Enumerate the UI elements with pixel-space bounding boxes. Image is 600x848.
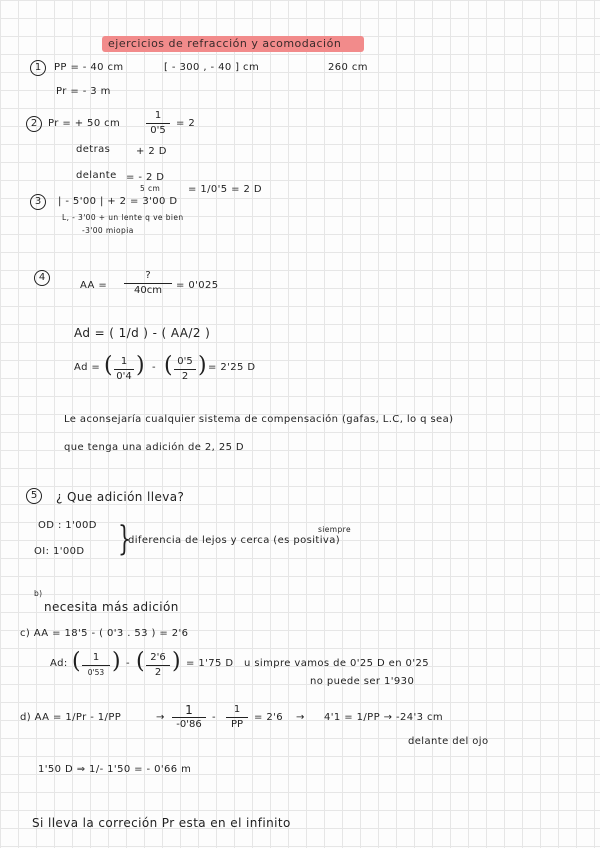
ex1-pp: PP = - 40 cm bbox=[54, 62, 124, 73]
ex5-d-f2-num: 1 bbox=[233, 704, 241, 715]
paren-open: ( bbox=[72, 649, 81, 674]
exercise-3-number: 3 bbox=[30, 194, 46, 210]
page-title: ejercicios de refracción y acomodación bbox=[108, 37, 342, 50]
ex5-e-line: 1'50 D ⇒ 1/- 1'50 = - 0'66 m bbox=[38, 764, 192, 775]
ex5-c-result: = 1'75 D bbox=[186, 658, 234, 669]
ex5-d-note: delante del ojo bbox=[408, 736, 489, 747]
ex1-amplitude: 260 cm bbox=[328, 62, 368, 73]
ex2-frac-num: 1 bbox=[154, 110, 162, 121]
ex2-pr: Pr = + 50 cm bbox=[48, 118, 121, 129]
ex5-c-note2: no puede ser 1'930 bbox=[310, 676, 415, 687]
ex5-d-frac1 bbox=[172, 704, 206, 731]
ex5-difference: diferencia de lejos y cerca (es positiva) bbox=[128, 535, 341, 546]
ex5-c-frac1 bbox=[82, 652, 110, 679]
ex5-od: OD : 1'00D bbox=[38, 520, 97, 531]
ex5-siempre: siempre bbox=[318, 525, 352, 534]
ex2-delante: delante bbox=[76, 170, 117, 181]
paren-close: ) bbox=[198, 353, 207, 378]
ex1-range: [ - 300 , - 40 ] cm bbox=[164, 62, 260, 73]
arrow-right-icon: → bbox=[156, 712, 165, 723]
ex5-d-frac2 bbox=[226, 704, 248, 731]
page-title-highlight bbox=[102, 36, 364, 52]
ex5-oi: OI: 1'00D bbox=[34, 546, 85, 557]
ex5-c-f1-num: 1 bbox=[92, 652, 100, 663]
ex4-ad-result: = 2'25 D bbox=[208, 362, 256, 373]
ex5-d-minus: - bbox=[212, 712, 217, 723]
ex4-advice-line2: que tenga una adición de 2, 25 D bbox=[64, 442, 245, 453]
arrow-right-icon: → bbox=[296, 712, 305, 723]
ex4-f2-den: 2 bbox=[181, 371, 189, 382]
ex4-aa-num: ? bbox=[145, 270, 151, 281]
ex5-c-f2-den: 2 bbox=[154, 667, 162, 678]
paren-close: ) bbox=[112, 649, 121, 674]
ex4-f1-den: 0'4 bbox=[116, 371, 132, 382]
ex4-aa-label: AA = bbox=[80, 280, 108, 291]
ex1-pr: Pr = - 3 m bbox=[56, 86, 111, 97]
ex5-d-f1-den: -0'86 bbox=[176, 719, 202, 730]
ex3-line2: L, - 3'00 + un lente q ve bien bbox=[62, 213, 184, 222]
ex5-c-note1: u simpre vamos de 0'25 D en 0'25 bbox=[244, 658, 429, 669]
ex5-c-minus: - bbox=[126, 658, 131, 669]
ex5-d-f1-num: 1 bbox=[185, 703, 193, 717]
ex4-f2-num: 0'5 bbox=[177, 356, 193, 367]
paren-close: ) bbox=[136, 353, 145, 378]
ex4-ad-label: Ad = bbox=[74, 362, 101, 373]
exercise-5-number: 5 bbox=[26, 488, 42, 504]
brace-icon: } bbox=[118, 519, 131, 559]
paren-close: ) bbox=[172, 649, 181, 674]
ex5-last-line: Si lleva la correción Pr esta en el infinito bbox=[32, 816, 291, 830]
ex2-frac-den: 0'5 bbox=[150, 125, 166, 136]
exercise-4-number: 4 bbox=[34, 270, 50, 286]
ex2-detras-value: + 2 D bbox=[136, 146, 167, 157]
ex5-d-mid: = 2'6 bbox=[254, 712, 284, 723]
ex4-ad-formula: Ad = ( 1/d ) - ( AA/2 ) bbox=[74, 326, 211, 340]
ex5-c-ad-label: Ad: bbox=[50, 658, 68, 669]
ex3-annotation-result: = 1/0'5 = 2 D bbox=[188, 184, 262, 195]
ex2-detras: detras bbox=[76, 144, 111, 155]
ex5-c-f1-den: 0'53 bbox=[87, 668, 105, 677]
ex5-c-frac2 bbox=[146, 652, 170, 679]
ex5-d-line: d) AA = 1/Pr - 1/PP bbox=[20, 712, 122, 723]
ex4-advice-line1: Le aconsejaría cualquier sistema de compensación (gafas, L.C, lo q sea) bbox=[64, 414, 454, 425]
ex3-line3: -3'00 miopia bbox=[82, 226, 134, 235]
paren-open: ( bbox=[104, 353, 113, 378]
paren-open: ( bbox=[136, 649, 145, 674]
ex4-ad-frac2 bbox=[174, 356, 196, 383]
exercise-2-number: 2 bbox=[26, 116, 42, 132]
ex5-c-f2-num: 2'6 bbox=[150, 652, 166, 663]
ex2-frac-result: = 2 bbox=[176, 118, 196, 129]
ex4-minus: - bbox=[152, 362, 157, 373]
ex2-fraction bbox=[146, 110, 170, 137]
ex4-f1-num: 1 bbox=[120, 356, 128, 367]
exercise-1-number: 1 bbox=[30, 60, 46, 76]
ex2-delante-value: = - 2 D bbox=[126, 172, 165, 183]
ex5-b-text: necesita más adición bbox=[44, 600, 179, 614]
ex4-aa-den: 40cm bbox=[134, 285, 162, 296]
ex5-question: ¿ Que adición lleva? bbox=[56, 490, 185, 504]
ex4-ad-frac1 bbox=[114, 356, 134, 383]
ex4-aa-result: = 0'025 bbox=[176, 280, 219, 291]
ex5-d-end: 4'1 = 1/PP → -24'3 cm bbox=[324, 712, 444, 723]
ex5-b-label: b) bbox=[34, 589, 43, 598]
ex5-d-f2-den: PP bbox=[230, 719, 244, 730]
ex3-annotation: 5 cm bbox=[140, 184, 161, 193]
ex3-line1: | - 5'00 | + 2 = 3'00 D bbox=[58, 196, 178, 207]
ex4-aa-fraction bbox=[124, 270, 172, 297]
ex5-c-line: c) AA = 18'5 - ( 0'3 . 53 ) = 2'6 bbox=[20, 628, 189, 639]
paren-open: ( bbox=[164, 353, 173, 378]
